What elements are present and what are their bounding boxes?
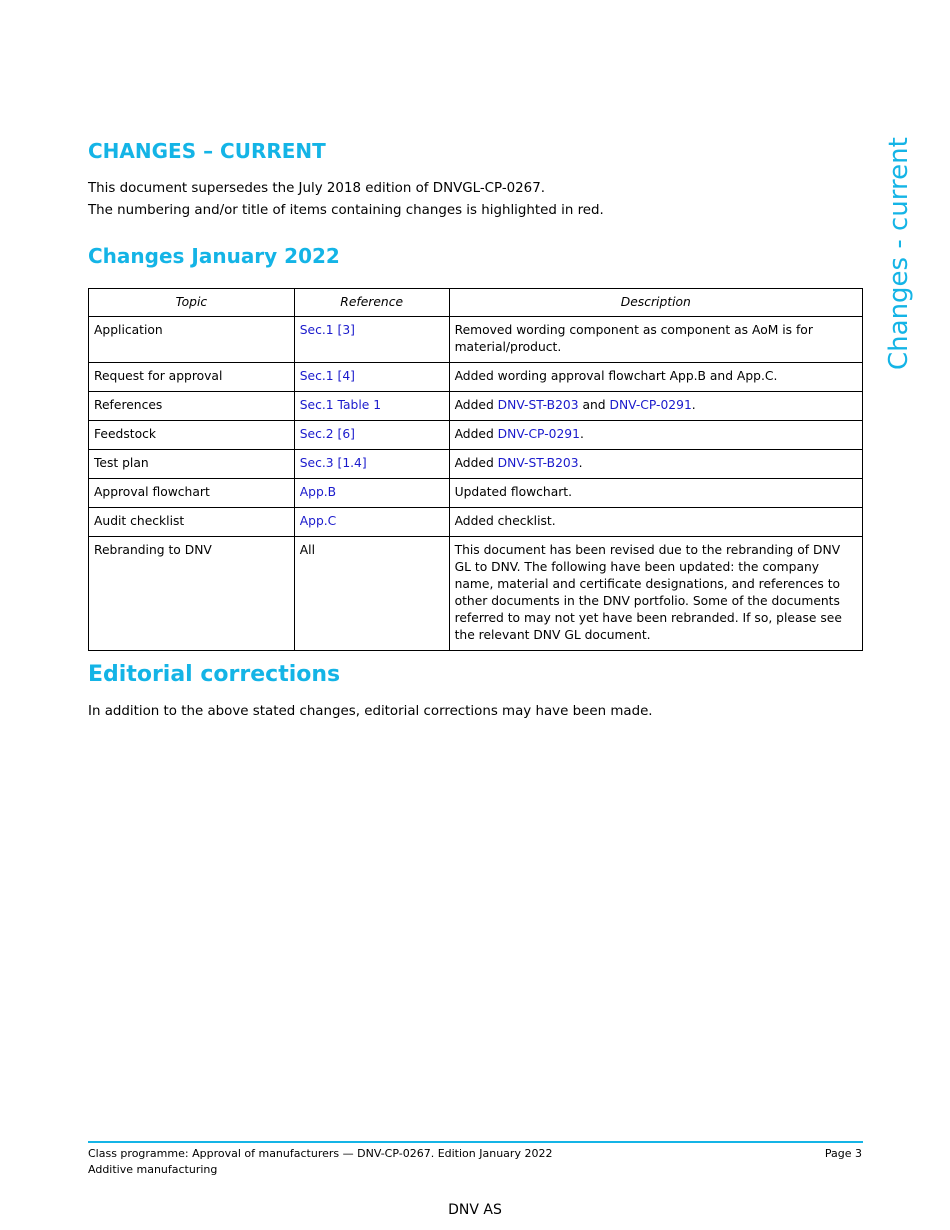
description-text: Added checklist. (454, 514, 556, 528)
reference-link[interactable]: Sec.2 [6] (299, 427, 355, 441)
cell-topic: Approval flowchart (89, 479, 295, 508)
table-row (89, 363, 863, 392)
cell-topic: Request for approval (89, 363, 295, 392)
company-name: DNV AS (448, 1202, 502, 1218)
description-text: Added (454, 456, 498, 470)
cell-reference (294, 508, 449, 537)
description-text: Updated flowchart. (454, 485, 573, 499)
table-row (89, 508, 863, 537)
side-tab-label: Changes - current (884, 137, 914, 370)
document-link[interactable]: DNV-ST-B203 (497, 456, 579, 470)
cell-topic: Rebranding to DNV (89, 537, 295, 651)
footer-line-1: Class programme: Approval of manufacturers — DNV-CP-0267. Edition January 2022 (88, 1147, 553, 1160)
reference-link[interactable]: Sec.1 [4] (299, 369, 355, 383)
cell-description (449, 479, 862, 508)
intro-line-1: This document supersedes the July 2018 edition of DNVGL-CP-0267. (88, 181, 545, 196)
description-text: Added wording approval flowchart App.B and App.C. (454, 369, 778, 383)
reference-link[interactable]: Sec.1 [3] (299, 323, 355, 337)
cell-reference (294, 363, 449, 392)
cell-topic: Test plan (89, 450, 295, 479)
description-text: Added (454, 398, 498, 412)
table-row (89, 392, 863, 421)
document-link[interactable]: DNV-ST-B203 (497, 398, 579, 412)
reference-link[interactable]: App.B (299, 485, 337, 499)
reference-link[interactable]: Sec.3 [1.4] (299, 456, 367, 470)
reference-link[interactable]: Sec.1 Table 1 (299, 398, 382, 412)
header-description: Description (449, 289, 862, 317)
cell-topic: Application (89, 317, 295, 363)
header-reference: Reference (294, 289, 449, 317)
header-topic: Topic (89, 289, 295, 317)
description-text: and (578, 398, 610, 412)
cell-topic: Audit checklist (89, 508, 295, 537)
cell-description (449, 363, 862, 392)
cell-topic: References (89, 392, 295, 421)
table-row (89, 450, 863, 479)
footer-line-2: Additive manufacturing (88, 1163, 218, 1176)
footer-divider (88, 1141, 863, 1143)
table-row (89, 537, 863, 651)
table-row (89, 421, 863, 450)
cell-reference (294, 392, 449, 421)
cell-description (449, 392, 862, 421)
cell-reference (294, 479, 449, 508)
section-title-editorial-corrections: Editorial corrections (88, 662, 341, 687)
reference-link[interactable]: App.C (299, 514, 337, 528)
description-text: Added (454, 427, 498, 441)
section-title-changes-current: CHANGES – CURRENT (88, 139, 326, 163)
section-title-changes-january-2022: Changes January 2022 (88, 244, 340, 268)
cell-description (449, 317, 862, 363)
cell-description (449, 450, 862, 479)
cell-reference (294, 421, 449, 450)
intro-line-2: The numbering and/or title of items containing changes is highlighted in red. (88, 203, 604, 218)
description-text: . (578, 456, 583, 470)
cell-reference (294, 537, 449, 651)
description-text: . (579, 427, 584, 441)
changes-table (88, 288, 863, 651)
description-text: This document has been revised due to the rebranding of DNV GL to DNV. The following have been updated: the company name, material and certificate designations, and references to other documents in the DNV portfolio. Some of the documents referred to may not yet have been rebranded. If so, please see the relevant DNV GL document. (454, 543, 842, 642)
cell-description (449, 421, 862, 450)
footer-document-info (88, 1146, 552, 1178)
document-link[interactable]: DNV-CP-0291 (497, 427, 580, 441)
cell-topic: Feedstock (89, 421, 295, 450)
page-number: Page 3 (824, 1147, 862, 1160)
table-header-row (89, 289, 863, 317)
cell-description (449, 508, 862, 537)
description-text: . (691, 398, 696, 412)
table-row (89, 479, 863, 508)
cell-description (449, 537, 862, 651)
table-row (89, 317, 863, 363)
cell-reference (294, 317, 449, 363)
reference-text: All (299, 543, 315, 557)
intro-text (88, 178, 604, 222)
document-link[interactable]: DNV-CP-0291 (609, 398, 692, 412)
cell-reference (294, 450, 449, 479)
editorial-text: In addition to the above stated changes, editorial corrections may have been made. (88, 704, 653, 719)
description-text: Removed wording component as component as AoM is for material/product. (454, 323, 813, 354)
